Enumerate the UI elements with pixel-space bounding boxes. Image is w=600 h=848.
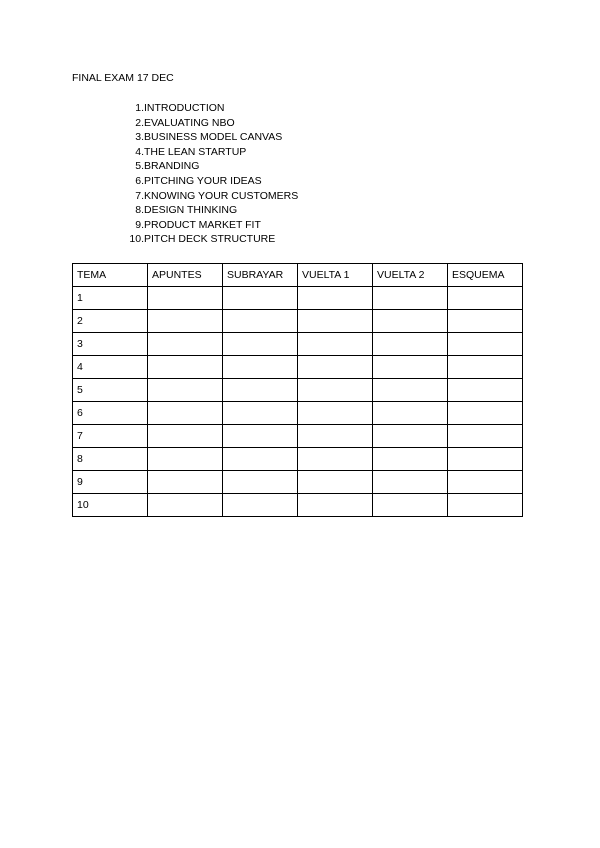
table-row <box>73 448 523 471</box>
study-tracker-table <box>72 263 523 517</box>
topic-label: BRANDING <box>144 160 200 173</box>
table-cell-tema: 4 <box>73 356 148 379</box>
table-header-cell: SUBRAYAR <box>223 264 298 287</box>
topic-number: 4. <box>135 145 144 158</box>
table-cell <box>298 471 373 494</box>
topic-number: 9. <box>135 218 144 231</box>
topic-label: PITCH DECK STRUCTURE <box>144 233 276 246</box>
topic-label: PRODUCT MARKET FIT <box>144 218 261 231</box>
topic-number: 7. <box>135 189 144 202</box>
table-header-cell: VUELTA 1 <box>298 264 373 287</box>
table-row <box>73 425 523 448</box>
topic-item <box>124 145 298 160</box>
table-cell <box>223 310 298 333</box>
topic-item <box>124 116 298 131</box>
table-cell-tema: 2 <box>73 310 148 333</box>
table-cell <box>448 425 523 448</box>
table-cell <box>148 448 223 471</box>
table-cell-tema: 10 <box>73 494 148 517</box>
table-cell <box>448 471 523 494</box>
table-cell <box>223 471 298 494</box>
table-cell <box>373 448 448 471</box>
topic-number: 1. <box>135 102 144 114</box>
table-header-row <box>73 264 523 287</box>
topic-item <box>124 189 298 204</box>
table-cell <box>223 425 298 448</box>
table-cell <box>223 287 298 310</box>
table-cell <box>448 356 523 379</box>
table-cell <box>223 379 298 402</box>
table-cell <box>223 333 298 356</box>
topic-label: BUSINESS MODEL CANVAS <box>144 131 283 144</box>
table-row <box>73 471 523 494</box>
topic-item <box>124 174 298 189</box>
table-header-cell: VUELTA 2 <box>373 264 448 287</box>
table-cell <box>448 402 523 425</box>
topic-item <box>124 130 298 145</box>
table-cell <box>373 379 448 402</box>
document-title: FINAL EXAM 17 DEC <box>72 72 174 84</box>
table-cell <box>298 402 373 425</box>
table-cell <box>298 379 373 402</box>
table-cell <box>148 425 223 448</box>
topic-label: INTRODUCTION <box>144 102 225 114</box>
topic-item <box>124 232 298 247</box>
table-cell <box>448 310 523 333</box>
table-cell-tema: 7 <box>73 425 148 448</box>
topic-number: 6. <box>135 174 144 187</box>
topic-label: THE LEAN STARTUP <box>144 145 247 158</box>
table-cell-tema: 9 <box>73 471 148 494</box>
table-row <box>73 287 523 310</box>
table-cell <box>448 287 523 310</box>
topic-label: EVALUATING NBO <box>144 116 235 129</box>
table-row <box>73 402 523 425</box>
table-cell <box>448 379 523 402</box>
table-cell <box>373 402 448 425</box>
table-row <box>73 494 523 517</box>
table-cell <box>223 448 298 471</box>
topic-label: KNOWING YOUR CUSTOMERS <box>144 189 299 202</box>
topic-number: 3. <box>135 131 144 144</box>
table-cell <box>148 287 223 310</box>
table-cell <box>373 310 448 333</box>
table-cell <box>298 448 373 471</box>
table-cell <box>148 402 223 425</box>
topic-number: 2. <box>135 116 144 129</box>
table-cell <box>298 494 373 517</box>
table-cell <box>298 310 373 333</box>
topic-list <box>124 101 298 247</box>
topic-item <box>124 218 298 233</box>
table-cell <box>448 494 523 517</box>
topic-item <box>124 159 298 174</box>
table-cell <box>148 333 223 356</box>
topic-label: PITCHING YOUR IDEAS <box>144 174 262 187</box>
table-cell <box>298 425 373 448</box>
topic-item <box>124 203 298 218</box>
table-cell <box>373 287 448 310</box>
table-cell-tema: 6 <box>73 402 148 425</box>
table-row <box>73 356 523 379</box>
table-cell <box>148 494 223 517</box>
table-cell-tema: 1 <box>73 287 148 310</box>
table-cell <box>148 310 223 333</box>
topic-number: 8. <box>135 204 144 217</box>
table-row <box>73 333 523 356</box>
table-cell <box>373 471 448 494</box>
table-header-cell: ESQUEMA <box>448 264 523 287</box>
topic-label: DESIGN THINKING <box>144 204 238 217</box>
table-cell <box>148 379 223 402</box>
table-cell <box>148 471 223 494</box>
table-header-cell: TEMA <box>73 264 148 287</box>
table-cell <box>223 356 298 379</box>
table-cell-tema: 3 <box>73 333 148 356</box>
table-cell <box>373 356 448 379</box>
table-row <box>73 379 523 402</box>
table-cell <box>448 333 523 356</box>
topic-item <box>124 101 298 116</box>
table-cell <box>223 494 298 517</box>
table-cell <box>223 402 298 425</box>
topic-number: 5. <box>135 160 144 173</box>
table-header-cell: APUNTES <box>148 264 223 287</box>
table-cell <box>373 494 448 517</box>
table-cell <box>298 333 373 356</box>
table-cell <box>448 448 523 471</box>
table-cell <box>373 425 448 448</box>
table-cell <box>373 333 448 356</box>
topic-number: 10. <box>129 233 144 246</box>
table-cell-tema: 8 <box>73 448 148 471</box>
table-row <box>73 310 523 333</box>
table-cell <box>298 356 373 379</box>
table-cell <box>298 287 373 310</box>
table-cell <box>148 356 223 379</box>
table-cell-tema: 5 <box>73 379 148 402</box>
